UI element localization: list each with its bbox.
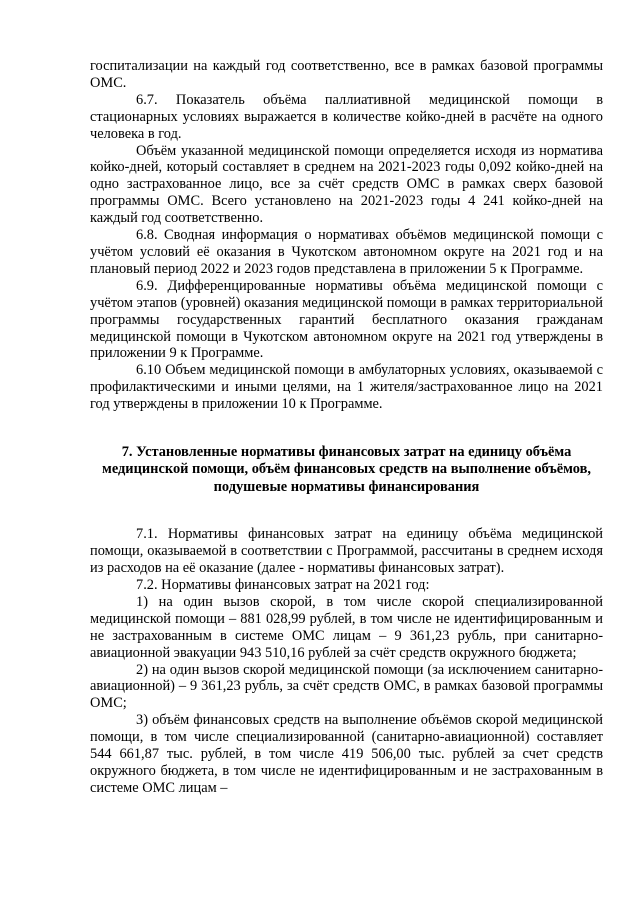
list-item-1: 1) на один вызов скорой, в том числе скорой специализированной медицинской помощи – 881 028,99 рублей, в том числе не идентифицированным и не застрахованным в системе ОМС лицам – 9 361,23 рубль, при санитарно-авиационной эвакуации 943 510,16 рублей за счёт средств окружного бюджета; xyxy=(90,593,603,661)
paragraph-6-7: 6.7. Показатель объёма паллиативной медицинской помощи в стационарных условиях выражается в количестве койко-дней в расчёте на одного человека в год. xyxy=(90,91,603,142)
paragraph-6-9: 6.9. Дифференцированные нормативы объёма медицинской помощи с учётом этапов (уровней) оказания медицинской помощи в рамках территориальной программы государственных гарантий бесплатного оказания гражданам медицинской помощи в Чукотском автономном округе на 2021 год утверждены в приложении 9 к Программе. xyxy=(90,277,603,362)
paragraph-7-1: 7.1. Нормативы финансовых затрат на единицу объёма медицинской помощи, оказываемой в соответствии с Программой, рассчитаны в среднем исходя из расходов на её оказание (далее - нормативы финансовых затрат). xyxy=(90,526,603,577)
paragraph-continuation: госпитализации на каждый год соответственно, все в рамках базовой программы ОМС. xyxy=(90,58,603,91)
paragraph-6-10: 6.10 Объем медицинской помощи в амбулаторных условиях, оказываемой с профилактическими и иными целями, на 1 жителя/застрахованное лицо на 2021 год утверждены в приложении 10 к Программе. xyxy=(90,362,603,413)
list-item-2: 2) на один вызов скорой медицинской помощи (за исключением санитарно-авиационной) – 9 361,23 рубль, за счёт средств ОМС, в рамках базовой программы ОМС; xyxy=(90,661,603,712)
section-7-heading: 7. Установленные нормативы финансовых затрат на единицу объёма медицинской помощи, объём финансовых средств на выполнение объёмов, подушевые нормативы финансирования xyxy=(102,444,591,495)
paragraph-bed-days: Объём указанной медицинской помощи определяется исходя из норматива койко-дней, который составляет в среднем на 2021-2023 годы 0,092 койко-дней на одно застрахованное лицо, все за счёт средств ОМС в рамках сверх базовой программы ОМС. Всего установлено на 2021-2023 годы 4 241 койко-дней на каждый год соответственно. xyxy=(90,142,603,227)
paragraph-7-2: 7.2. Нормативы финансовых затрат на 2021 год: xyxy=(136,576,430,593)
paragraph-6-8: 6.8. Сводная информация о нормативах объёмов медицинской помощи с учётом условий её оказания в Чукотском автономном округе на 2021 год и на плановый период 2022 и 2023 годов представлена в приложении 5 к Программе. xyxy=(90,227,603,277)
list-item-3: 3) объём финансовых средств на выполнение объёмов скорой медицинской помощи, в том числе специализированной (санитарно-авиационной) составляет 544 661,87 тыс. рублей, в том числе 419 506,00 тыс. рублей за счет средств окружного бюджета, в том числе не идентифицированным и не застрахованным в системе ОМС лицам – xyxy=(90,712,603,796)
